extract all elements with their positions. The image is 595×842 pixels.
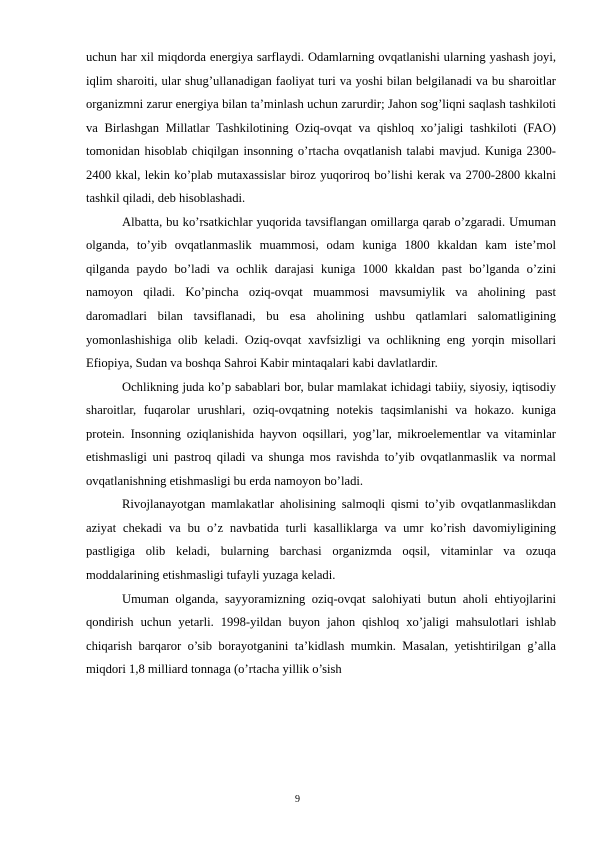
paragraph-5: Umuman olganda, sayyoramizning oziq-ovqat salohiyati butun aholi ehtiyojlarini qondirish uchun yetarli. 1998-yildan buyon jahon qishloq xo’jaligi mahsulotlari ishlab chiqarish barqaror o’sib borayotganini ta’kidlash mumkin. Masalan, yetishtirilgan g’alla miqdori 1,8 milliard tonnaga (o’rtacha yillik o’sish xyxy=(86,591,556,677)
body-text xyxy=(86,46,556,682)
page-number: 9 xyxy=(295,794,300,805)
paragraph-3: Ochlikning juda ko’p sabablari bor, bular mamlakat ichidagi tabiiy, siyosiy, iqtisodiy sharoitlar, fuqarolar urushlari, oziq-ovqatning notekis taqsimlanishi va hokazo. kuniga protein. Insonning oziqlanishida hayvon oqsillari, yog’lar, mikroelementlar va vitaminlar etishmasligi uni pastroq qiladi va shunga mos ravishda to’yib ovqatlanmaslik va normal ovqatlanishning etishmasligi bu erda namoyon bo’ladi. xyxy=(86,379,556,488)
paragraph-1: uchun har xil miqdorda energiya sarflaydi. Odamlarning ovqatlanishi ularning yashash joyi, iqlim sharoiti, ular shug’ullanadigan faoliyat turi va yoshi bilan belgilanadi va bu sharoitlar organizmni zarur energiya bilan ta’minlash uchun zarurdir; Jahon sog’liqni saqlash tashkiloti va Birlashgan Millatlar Tashkilotining Oziq-ovqat va qishloq xo’jaligi tashkiloti (FAO) tomonidan hisoblab chiqilgan insonning o’rtacha ovqatlanish talabi mavjud. Kuniga 2300-2400 kkal, lekin ko’plab mutaxassislar biroz yuqoriroq bo’lishi kerak va 2700-2800 kkalni tashkil qiladi, deb hisoblashadi. xyxy=(86,50,556,206)
paragraph-2: Albatta, bu ko’rsatkichlar yuqorida tavsiflangan omillarga qarab o’zgaradi. Umuman olganda, to’yib ovqatlanmaslik muammosi, odam kuniga 1800 kkaldan kam iste’mol qilganda paydo bo’ladi va ochlik darajasi kuniga 1000 kkaldan past bo’lganda o’zini namoyon qiladi. Ko’pincha oziq-ovqat muammosi mavsumiylik va aholining past daromadlari bilan tavsiflanadi, bu esa aholining ushbu qatlamlari salomatligining yomonlashishiga olib keladi. Oziq-ovqat xavfsizligi va ochlikning eng yorqin misollari Efiopiya, Sudan va boshqa Sahroi Kabir mintaqalari kabi davlatlardir. xyxy=(86,214,556,371)
paragraph-4: Rivojlanayotgan mamlakatlar aholisining salmoqli qismi to’yib ovqatlanmaslikdan aziyat chekadi va bu o’z navbatida turli kasalliklarga va umr ko’rish davomiyligining pastligiga olib keladi, bularning barchasi organizmda oqsil, vitaminlar va ozuqa moddalarining etishmasligi tufayli yuzaga keladi. xyxy=(86,497,556,583)
